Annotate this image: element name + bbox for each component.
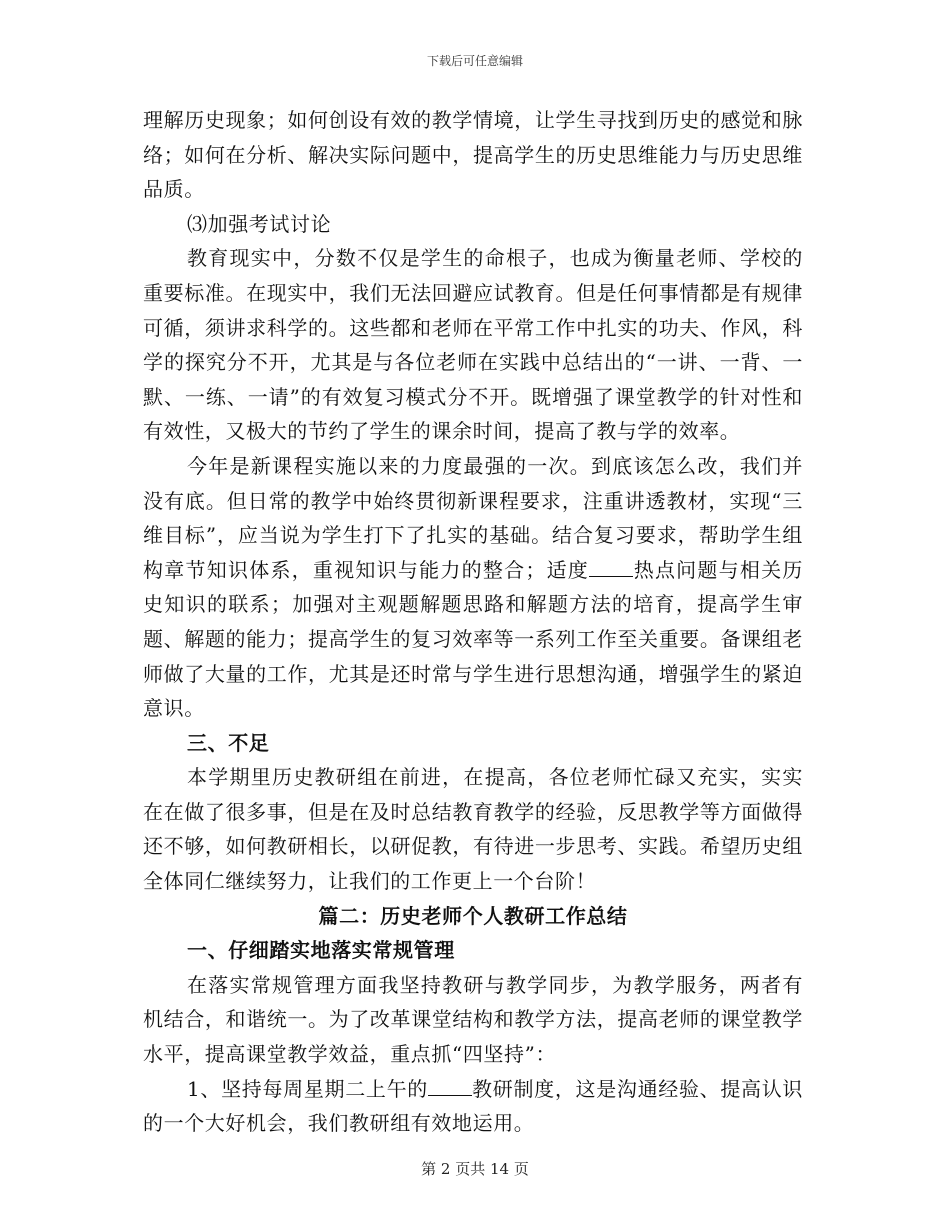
subheading-exam-discussion: ⑶加强考试讨论 [187,211,332,236]
document-body [143,103,803,1141]
paragraph-exam-education: 教育现实中，分数不仅是学生的命根子，也成为衡量老师、学校的重要标准。在现实中，我们无法回避应试教育。但是任何事情都是有规律可循，须讲求科学的。这些都和老师在平常工作中扎实的功夫、作风，科学的探究分不开，尤其是与各位老师在实践中总结出的“一讲、一背、一默、一练、一请”的有效复习模式分不开。既增强了课堂教学的针对性和有效性，又极大的节约了学生的课余时间，提高了教与学的效率。 [143,246,803,444]
page-number-footer: 第 2 页共 14 页 [421,1160,529,1178]
paragraph-new-curriculum [143,449,803,726]
page-header: 下载后可任意编辑 [426,54,523,68]
paragraph-weekly-research-part2: 教研制度，这是沟通经验、提高认识的一个大好机会，我们教研组有效地运用。 [143,1076,803,1136]
paragraph-continuation: 理解历史现象；如何创设有效的教学情境，让学生寻找到历史的感觉和脉络；如何在分析、解决实际问题中，提高学生的历史思维能力与历史思维品质。 [143,108,803,202]
section-heading-routine-management: 一、仔细踏实地落实常规管理 [187,938,455,963]
paragraph-shortcomings: 本学期里历史教研组在前进，在提高，各位老师忙碌又充实，实实在在做了很多事，但是在及时总结教育教学的经验，反思教学等方面做得还不够，如何教研相长，以研促教，有待进一步思考、实践。希望历史组全体同仁继续努力，让我们的工作更上一个台阶！ [143,765,803,894]
paragraph-weekly-research-part1: 1、坚持每周星期二上午的 [187,1076,428,1101]
paragraph-new-curriculum-part1: 今年是新课程实施以来的力度最强的一次。到底该怎么改，我们并没有底。但日常的教学中始终贯彻新课程要求，注重讲透教材，实现“三维目标”，应当说为学生打下了扎实的基础。结合复习要求，帮助学生组构章节知识体系，重视知识与能力的整合；适度 [143,453,803,582]
fill-in-blank [589,558,633,577]
fill-in-blank [428,1077,472,1096]
paragraph-new-curriculum-part2: 热点问题与相关历史知识的联系；加强对主观题解题思路和解题方法的培育，提高学生审题、解题的能力；提高学生的复习效率等一系列工作至关重要。备课组老师做了大量的工作，尤其是还时常与学生进行思想沟通，增强学生的紧迫意识。 [143,557,803,721]
paragraph-routine-management: 在落实常规管理方面我坚持教研与教学同步，为教学服务，两者有机结合，和谐统一。为了改革课堂结构和教学方法，提高老师的课堂教学水平，提高课堂教学效益，重点抓“四坚持”： [143,972,803,1067]
part-two-title: 篇二：历史老师个人教研工作总结 [318,903,628,928]
paragraph-weekly-research [143,1072,803,1141]
section-heading-shortcomings: 三、不足 [187,730,270,755]
